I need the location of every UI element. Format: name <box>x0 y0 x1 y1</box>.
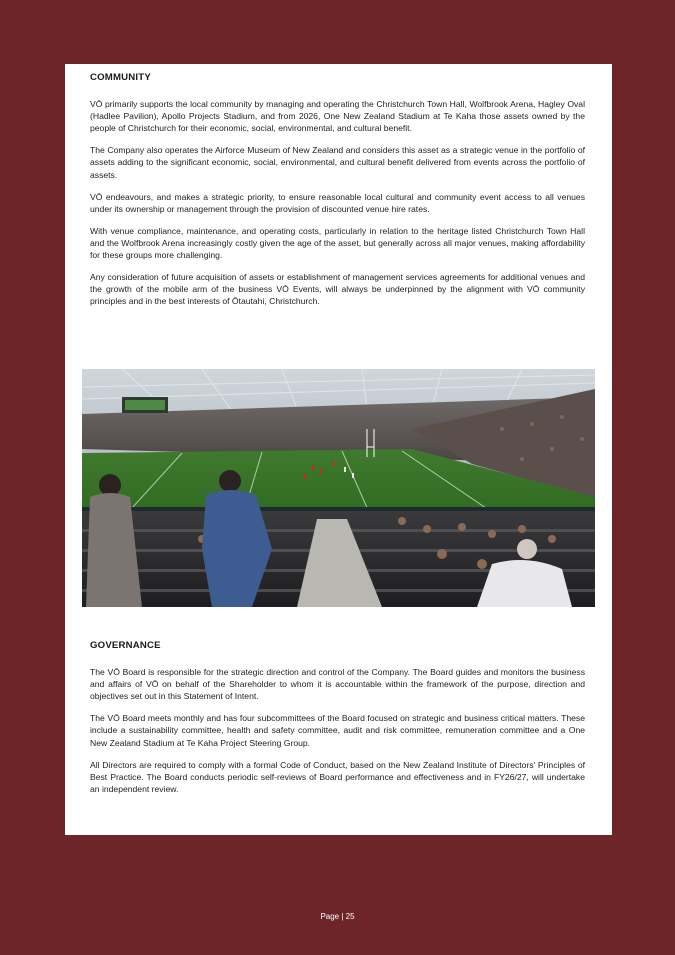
community-paragraph-5: Any consideration of future acquisition of assets or establishment of management services agreements for additional venues and the growth of the mobile arm of the business VŌ Events, will always be underpinned by the alignment with VŌ community principles and in the best interests of Ōtautahi, Christchurch. <box>90 272 585 307</box>
stadium-photo <box>82 369 595 607</box>
community-paragraph-1: VŌ primarily supports the local community by managing and operating the Christchurch Town Hall, Wolfbrook Arena, Hagley Oval (Hadlee Pavilion), Apollo Projects Stadium, and from 2026, One New Zealand Stadium at Te Kaha those assets owned by the people of Christchurch for their economic, social, environmental, and cultural benefit. <box>90 99 585 134</box>
document-page <box>65 64 612 835</box>
governance-paragraph-3: All Directors are required to comply with a formal Code of Conduct, based on the New Zealand Institute of Directors' Principles of Best Practice. The Board conducts periodic self-reviews of Board performance and effectiveness and in FY26/27, will undertake an independent review. <box>90 759 585 794</box>
page-number: Page | 25 <box>320 912 355 921</box>
community-paragraph-4: With venue compliance, maintenance, and operating costs, particularly in relation to the heritage listed Christchurch Town Hall and the Wolfbrook Arena increasingly costly given the age of the asset, but generally across all major venues, making affordability for these groups more challenging. <box>90 225 585 261</box>
community-heading: COMMUNITY <box>90 72 151 83</box>
governance-heading: GOVERNANCE <box>90 640 161 651</box>
community-paragraph-2: The Company also operates the Airforce Museum of New Zealand and considers this asset as a strategic venue in the portfolio of assets adding to the significant economic, social, environmental, and cultural benefit delivered from events across the portfolio of assets. <box>90 145 585 180</box>
community-section <box>90 72 585 317</box>
community-paragraph-3: VŌ endeavours, and makes a strategic priority, to ensure reasonable local cultural and community event access to all venues under its ownership or management through the provision of discounted venue hire rates. <box>90 191 585 214</box>
governance-paragraph-2: The VŌ Board meets monthly and has four subcommittees of the Board focused on strategic and business critical matters. These include a sustainability committee, health and safety committee, audit and risk committee, remuneration committee and a One New Zealand Stadium at Te Kaha Project Steering Group. <box>90 713 585 748</box>
governance-section <box>90 640 585 805</box>
governance-paragraph-1: The VŌ Board is responsible for the strategic direction and control of the Company. The Board guides and monitors the business and affairs of VŌ on behalf of the Shareholder to whom it is accountable within the framework of the purpose, direction and objectives set out in this Statement of Intent. <box>90 667 585 702</box>
